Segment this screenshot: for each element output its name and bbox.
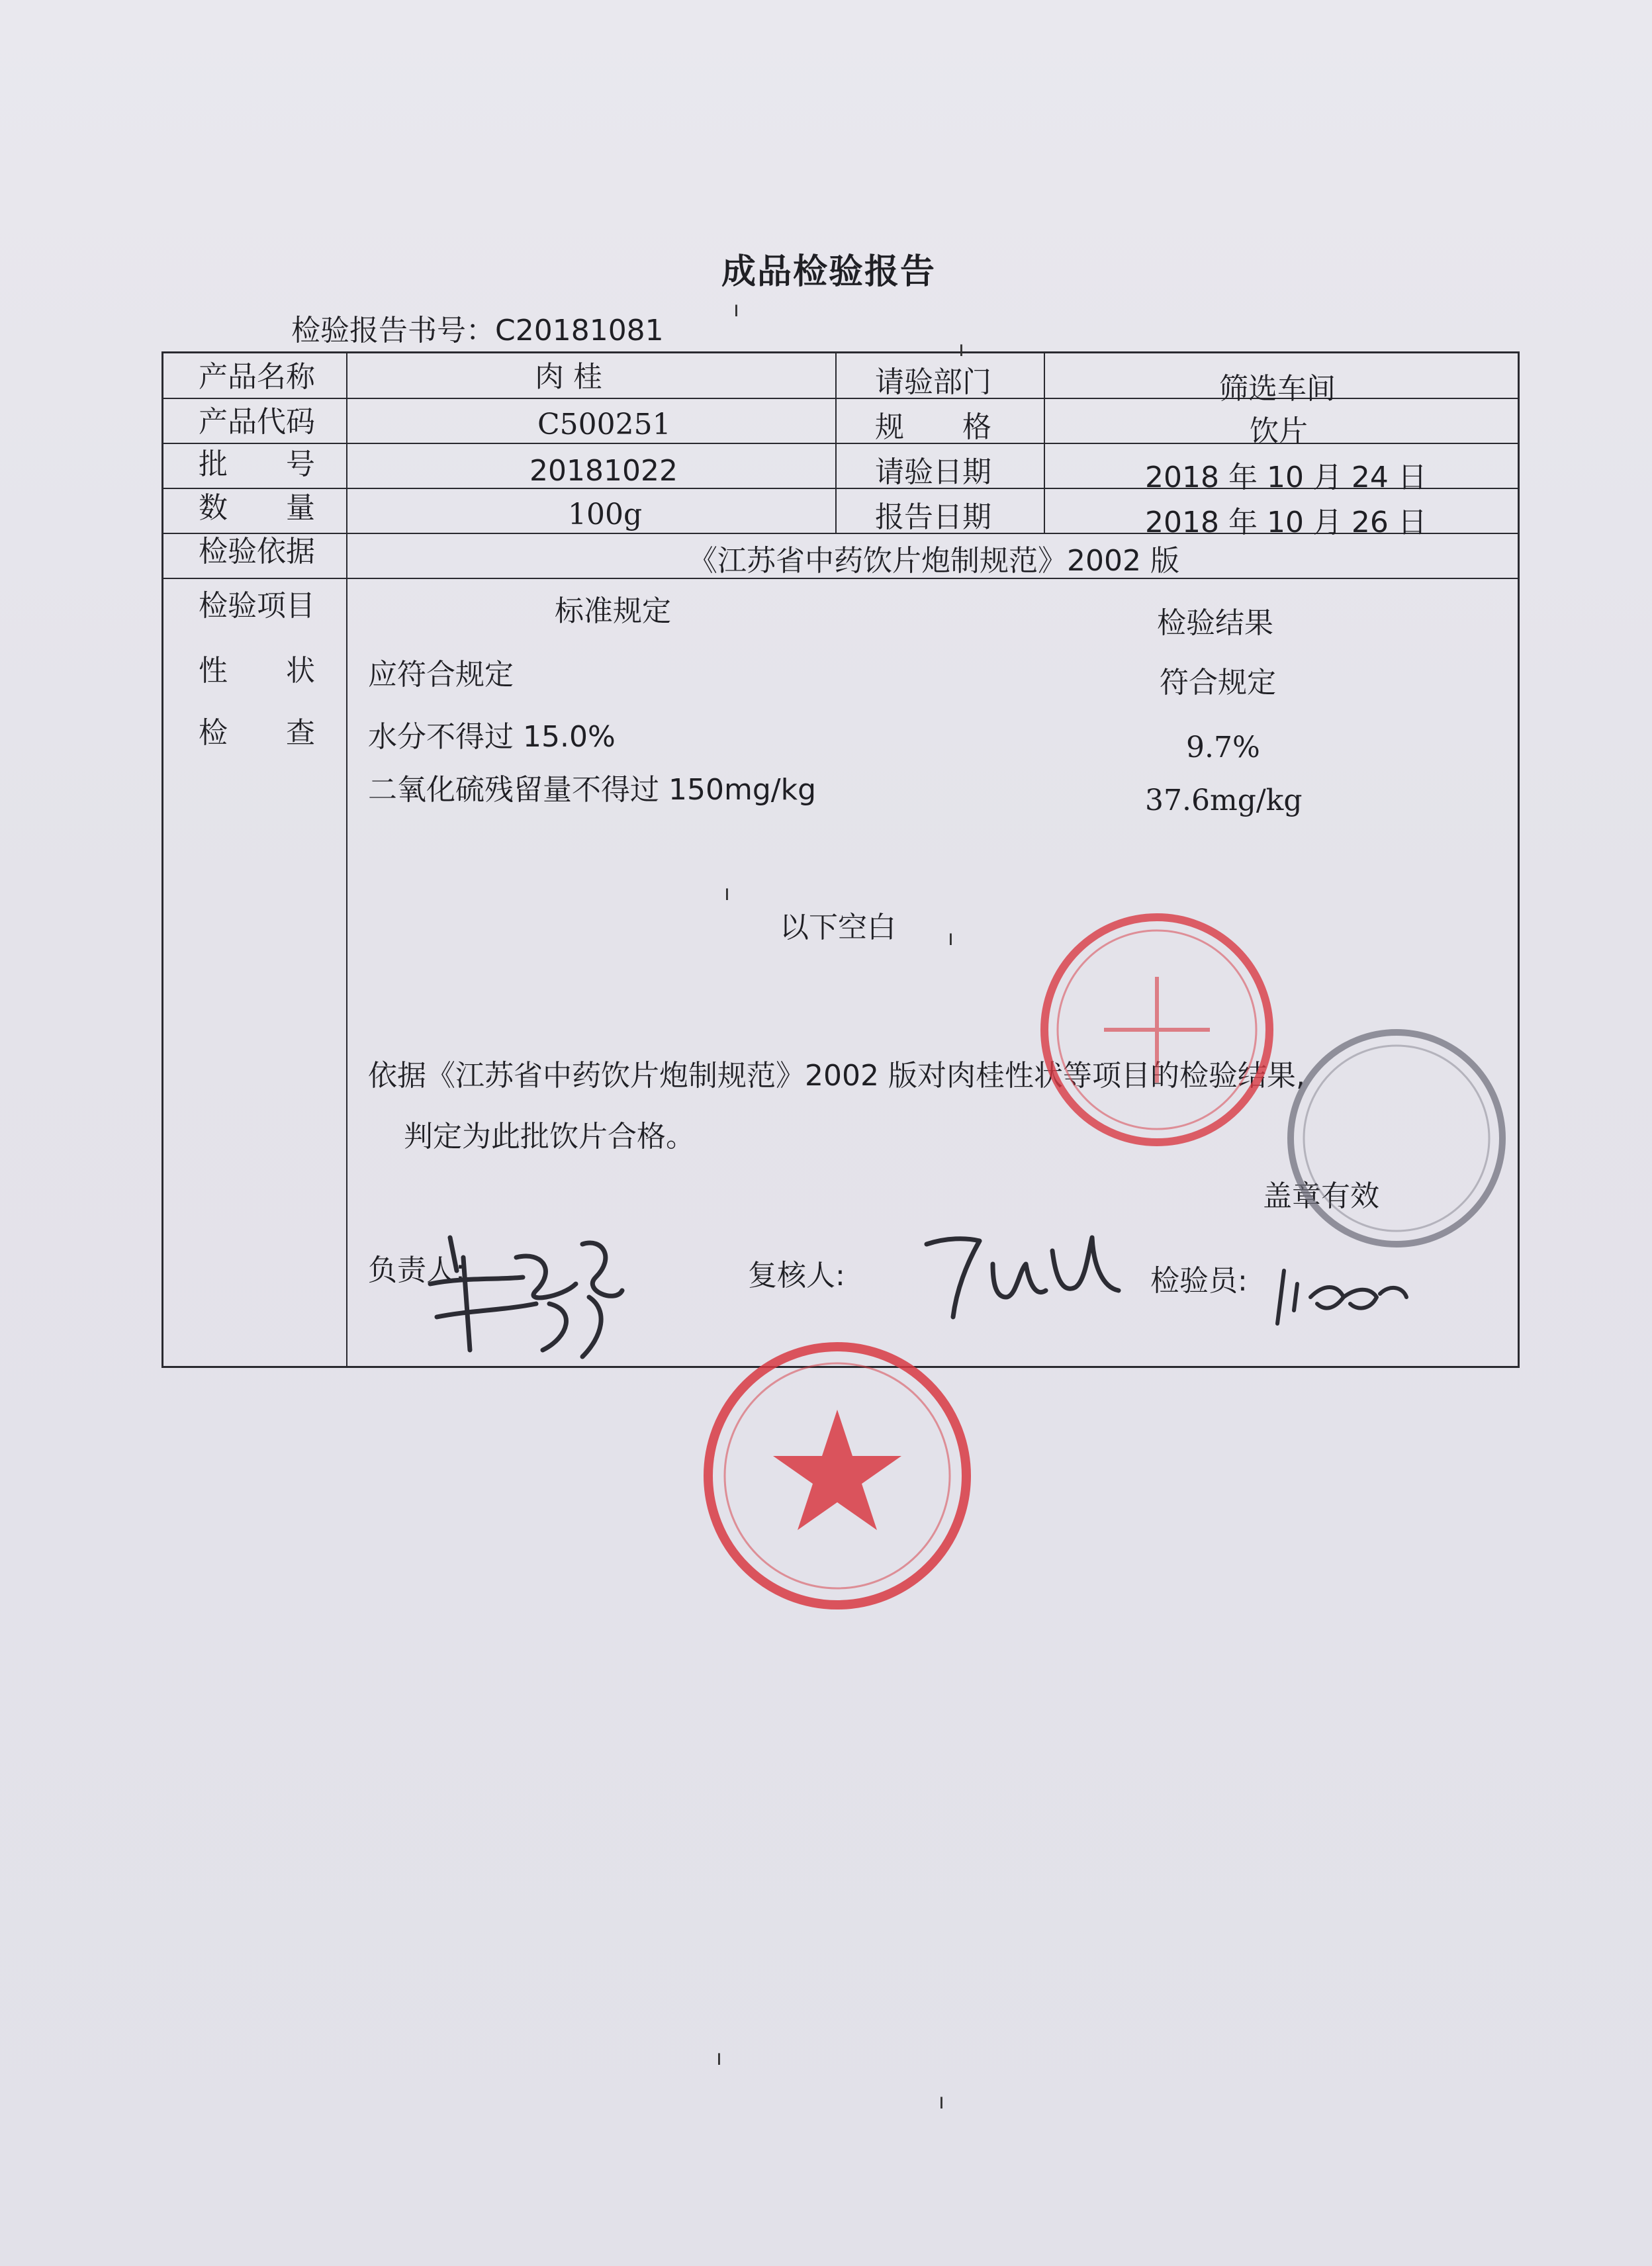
result-so2: 37.6mg/kg [1145,784,1303,817]
standard-moisture: 水分不得过 15.0% [368,720,616,754]
value-report-date: 2018 年 10 月 26 日 [1145,506,1427,539]
responsible-label: 负责人: [368,1253,465,1287]
scan-speck: ı [958,336,964,361]
row-divider [163,578,1518,579]
col-item-header: 检验项目 [199,589,315,623]
result-appearance: 符合规定 [1160,666,1276,700]
standard-appearance: 应符合规定 [368,658,514,692]
col-result-header: 检验结果 [1157,606,1273,640]
scan-speck: ı [724,880,730,905]
value-request-date: 2018 年 10 月 24 日 [1145,461,1427,494]
value-request-dept: 筛选车间 [1219,372,1336,406]
col-divider [835,353,837,533]
label-batch-no: 批 号 [199,447,315,481]
inspector-signature [1271,1257,1416,1330]
label-quantity: 数 量 [199,491,315,525]
row-divider [163,443,1518,444]
quality-stamp-upper [1025,897,1289,1162]
standard-so2: 二氧化硫残留量不得过 150mg/kg [368,773,816,807]
item-check: 检 查 [199,716,315,750]
report-title: 成品检验报告 [721,252,937,292]
col-divider [1044,353,1045,533]
scan-speck: ı [939,2089,944,2114]
reviewer-signature [920,1224,1132,1324]
seal-valid-note: 盖章有效 [1263,1179,1379,1213]
reviewer-label: 复核人: [748,1259,845,1292]
col-divider [346,353,347,1366]
label-request-date: 请验日期 [875,455,991,489]
value-basis: 《江苏省中药饮片炮制规范》2002 版 [688,544,1179,578]
scan-speck: ı [948,925,954,950]
label-basis: 检验依据 [199,535,315,568]
value-spec: 饮片 [1250,414,1308,448]
conclusion-line-1: 依据《江苏省中药饮片炮制规范》2002 版对肉桂性状等项目的检验结果, [368,1059,1305,1093]
label-spec: 规 格 [875,410,991,444]
blank-note: 以下空白 [780,911,896,944]
col-standard-header: 标准规定 [555,594,671,628]
item-appearance: 性 状 [199,654,315,688]
scan-speck: ı [733,296,739,322]
value-batch-no: 20181022 [529,454,678,488]
value-product-name: 肉 桂 [535,360,602,394]
company-quality-seal [692,1330,983,1621]
responsible-signature [424,1231,642,1363]
label-request-dept: 请验部门 [875,365,991,399]
label-product-code: 产品代码 [199,405,315,439]
result-moisture: 9.7% [1186,731,1260,764]
label-product-name: 产品名称 [199,360,315,394]
scan-speck: ı [716,2045,722,2070]
label-report-date: 报告日期 [875,500,991,534]
report-number: 检验报告书号：C20181081 [291,314,664,347]
value-quantity: 100g [568,498,643,531]
conclusion-line-2: 判定为此批饮片合格。 [404,1120,695,1154]
quality-stamp-faded [1271,1013,1522,1264]
inspector-label: 检验员: [1150,1264,1248,1298]
value-product-code: C500251 [537,408,671,441]
